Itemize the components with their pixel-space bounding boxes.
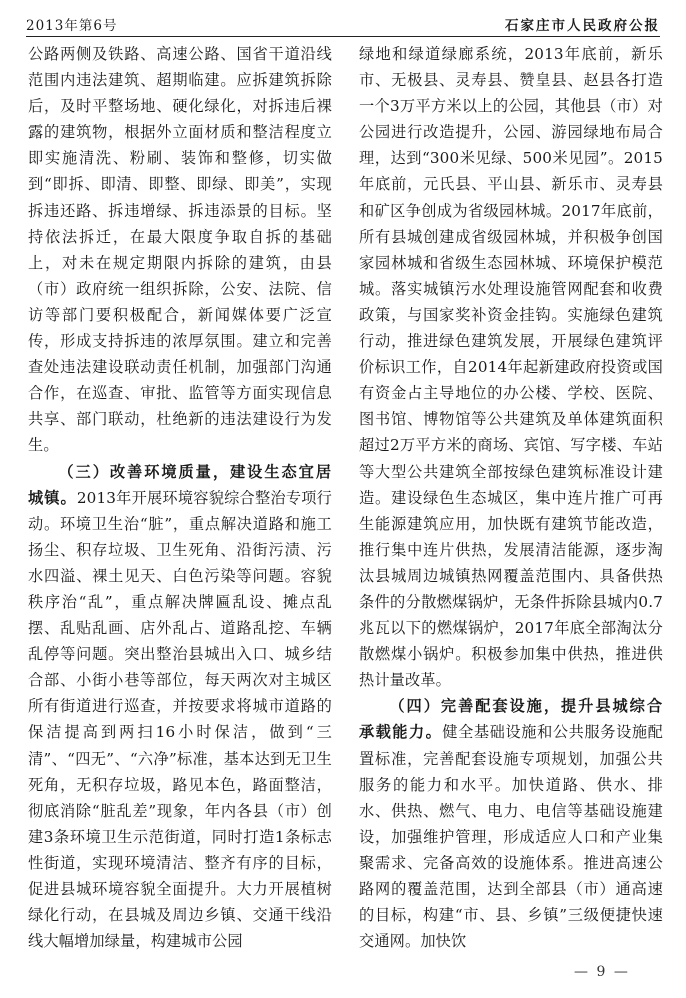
- paragraph-body: 2013年开展环境容貌综合整治专项行动。环境卫生治“脏”，重点解决道路和施工扬尘、积存垃圾、卫生死角、沿街污渍、污水四溢、裸土见天、白色污染等问题。容貌秩序治“乱”，重点解决牌匾乱设、摊点乱摆、乱贴乱画、店外乱占、道路乱挖、车辆乱停等问题。突出整治县城出入口、城乡结合部、小街小巷等部位，每天两次对主城区所有街道进行巡查，并按要求将城市道路的保洁提高到两扫16小时保洁，做到“三清”、“四无”、“六净”标准，基本达到无卫生死角，无积存垃圾，路见本色，路面整洁，彻底消除“脏乱差”现象，年内各县（市）创建3条环境卫生示范街道，同时打造1条标志性街道，实现环境清洁、整齐有序的目标，促进县城环境容貌全面提升。大力开展植树绿化行动，在县城及周边乡镇、交通干线沿线大幅增加绿量，构建城市公园: [28, 488, 333, 951]
- paragraph: [359, 693, 663, 954]
- paragraph: [28, 459, 332, 955]
- left-column: [28, 41, 332, 954]
- section-heading: （三）改善环境质量，建设生态宜居城镇。: [28, 462, 332, 507]
- paragraph-body: 健全基础设施和公共服务设施配置标准，完善配套设施专项规划，加强公共服务的能力和水平。加快道路、供水、排水、供热、燃气、电力、电信等基础设施建设，加强维护管理，形成适应人口和产业集聚需求、完备高效的设施体系。推进高速公路网的覆盖范围，达到全部县（市）通高速的目标，构建“市、县、乡镇”三级便捷快速交通网。加快饮: [359, 723, 664, 951]
- paragraph: 公路两侧及铁路、高速公路、国省干道沿线范围内违法建筑、超期临建。应拆建筑拆除后，及时平整场地、硬化绿化，对拆违后裸露的建筑物，根据外立面材质和整洁程度立即实施清洗、粉刷、装饰和整修，切实做到“即拆、即清、即整、即绿、即美”，实现拆违还路、拆违增绿、拆违添景的目标。坚持依法拆迁，在最大限度争取自拆的基础上，对未在规定期限内拆除的建筑，由县（市）政府统一组织拆除，公安、法院、信访等部门要积极配合，新闻媒体要广泛宣传，形成支持拆违的浓厚氛围。建立和完善查处违法建设联动责任机制，加强部门沟通合作，在巡查、审批、监管等方面实现信息共享、部门联动，杜绝新的违法建设行为发生。: [28, 45, 332, 455]
- page-number: — 9 —: [574, 964, 630, 980]
- publication-title: 石家庄市人民政府公报: [505, 18, 660, 34]
- issue-label: 2013年第6号: [26, 18, 118, 34]
- paragraph: 绿地和绿道绿廊系统，2013年底前，新乐市、无极县、灵寿县、赞皇县、赵县各打造一个3万平方米以上的公园，其他县（市）对公园进行改造提升，公园、游园绿地布局合理，达到“300米见绿、500米见园”。2015年底前，元氏县、平山县、新乐市、灵寿县和矿区争创成为省级园林城。2017年底前，所有县城创建成省级园林城，并积极争创国家园林城和省级生态园林城、环境保护模范城。落实城镇污水处理设施管网配套和收费政策，与国家奖补资金挂钩。实施绿色建筑行动，推进绿色建筑发展，开展绿色建筑评价标识工作，自2014年起新建政府投资或国有资金占主导地位的办公楼、学校、医院、图书馆、博物馆等公共建筑及单体建筑面积超过2万平方米的商场、宾馆、写字楼、车站等大型公共建筑全部按绿色建筑标准设计建造。建设绿色生态城区，集中连片推广可再生能源建筑应用，加快既有建筑节能改造，推行集中连片供热，发展清洁能源，逐步淘汰县城周边城镇热网覆盖范围内、具备供热条件的分散燃煤锅炉，无条件拆除县城内0.7兆瓦以下的燃煤锅炉，2017年底全部淘汰分散燃煤小锅炉。积极参加集中供热，推进供热计量改革。: [359, 45, 663, 690]
- section-heading: （四）完善配套设施，提升县城综合承载能力。: [359, 697, 663, 742]
- page-number-value: 9: [596, 964, 608, 980]
- page-header: [26, 10, 660, 37]
- right-column: [359, 41, 663, 954]
